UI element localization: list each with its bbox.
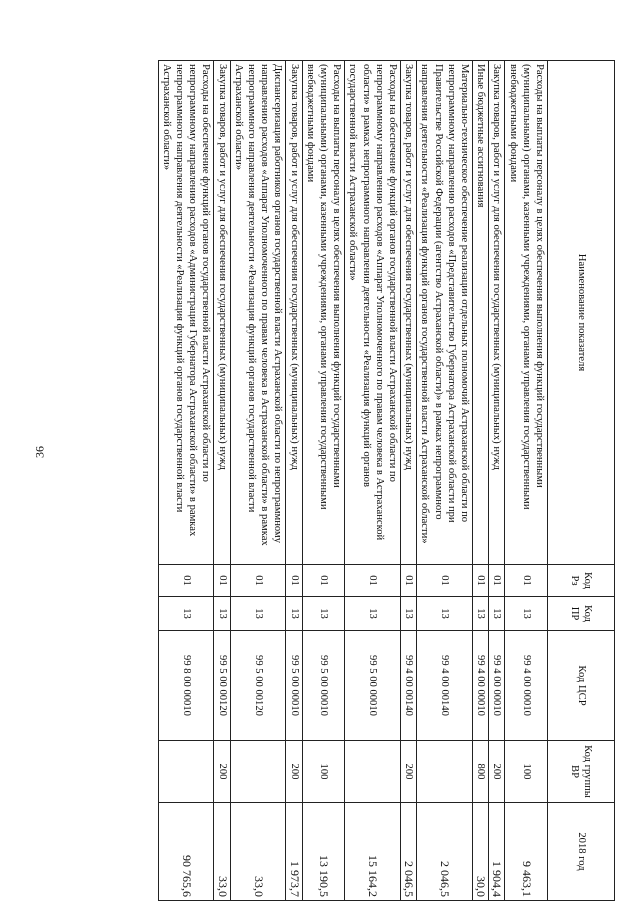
cell-vr: 200 [214, 741, 230, 803]
cell-vr: 200 [286, 741, 302, 803]
cell-pr: 13 [286, 597, 302, 631]
cell-vr [417, 741, 473, 803]
cell-pr: 13 [489, 597, 505, 631]
cell-csr: 99 4 00 00140 [417, 631, 473, 741]
cell-rz: 01 [345, 565, 401, 597]
cell-year: 33,0 [230, 803, 286, 901]
cell-year: 2 046,5 [400, 803, 416, 901]
header-rz: Код Рз [548, 565, 615, 597]
cell-pr: 13 [505, 597, 548, 631]
cell-csr: 99 4 00 00140 [400, 631, 416, 741]
table-row [230, 61, 286, 901]
header-name: Наименование показателя [548, 61, 615, 565]
cell-rz: 01 [214, 565, 230, 597]
cell-year: 2 046,5 [417, 803, 473, 901]
cell-name: Иные бюджетные ассигнования [472, 61, 488, 565]
cell-pr: 13 [302, 597, 345, 631]
cell-rz: 01 [230, 565, 286, 597]
table-row [400, 61, 416, 901]
cell-csr: 99 5 00 00120 [230, 631, 286, 741]
cell-csr: 99 8 00 00010 [158, 631, 214, 741]
header-row [548, 61, 615, 901]
cell-vr: 100 [505, 741, 548, 803]
cell-csr: 99 4 00 00010 [489, 631, 505, 741]
cell-year: 13 190,5 [302, 803, 345, 901]
table-row [158, 61, 214, 901]
cell-name: Материально-техническое обеспечение реализации отдельных полномочий Астраханской области по непрограммному направлению расходов «Представительство Губернатора Астраханской области при Правительстве Российской Федерации (агентство Астраханской области)» в рамках непрограммного направления деятельности «Реализация функций органов государственной власти Астраханской области» [417, 61, 473, 565]
table-row [286, 61, 302, 901]
table-row [472, 61, 488, 901]
cell-vr: 200 [489, 741, 505, 803]
cell-pr: 13 [230, 597, 286, 631]
header-vr: Код группы ВР [548, 741, 615, 803]
table-row [417, 61, 473, 901]
table-row [505, 61, 548, 901]
cell-vr [230, 741, 286, 803]
cell-name: Расходы на обеспечение функций органов государственной власти Астраханской области по непрограммному направлению расходов «Аппарат Уполномоченного по правам человека в Астраханской области» в рамках непрограммного направления деятельности «Реализация функций органов государственной власти Астраханской области» [345, 61, 401, 565]
cell-year: 1 973,7 [286, 803, 302, 901]
cell-vr [158, 741, 214, 803]
budget-table [158, 60, 615, 901]
header-pr: Код ПР [548, 597, 615, 631]
cell-pr: 13 [345, 597, 401, 631]
cell-csr: 99 5 00 00010 [286, 631, 302, 741]
cell-name: Закупка товаров, работ и услуг для обеспечения государственных (муниципальных) нужд [489, 61, 505, 565]
cell-rz: 01 [505, 565, 548, 597]
table-row [302, 61, 345, 901]
cell-year: 33,0 [214, 803, 230, 901]
cell-name: Расходы на обеспечение функций органов государственной власти Астраханской области по непрограммному направлению расходов «Администрация Губернатора Астраханской области» в рамках непрограммного направления деятельности «Реализация функций органов государственной власти Астраханской области» [158, 61, 214, 565]
cell-pr: 13 [417, 597, 473, 631]
cell-csr: 99 4 00 00010 [472, 631, 488, 741]
table-row [214, 61, 230, 901]
cell-vr: 800 [472, 741, 488, 803]
cell-rz: 01 [489, 565, 505, 597]
cell-name: Закупка товаров, работ и услуг для обеспечения государственных (муниципальных) нужд [214, 61, 230, 565]
cell-year: 90 765,6 [158, 803, 214, 901]
table-row [489, 61, 505, 901]
cell-rz: 01 [158, 565, 214, 597]
cell-vr: 200 [400, 741, 416, 803]
cell-year: 30,0 [472, 803, 488, 901]
cell-rz: 01 [472, 565, 488, 597]
cell-csr: 99 5 00 00010 [302, 631, 345, 741]
cell-name: Диспансеризация работников органов государственной власти Астраханской области по непрограммному направлению расходов «Аппарат Уполномоченного по правам человека в Астраханской области» в рамках непрограммного направления деятельности «Реализация функций органов государственной власти Астраханской области» [230, 61, 286, 565]
cell-pr: 13 [214, 597, 230, 631]
cell-vr [345, 741, 401, 803]
cell-rz: 01 [400, 565, 416, 597]
header-year: 2018 год [548, 803, 615, 901]
cell-name: Расходы на выплаты персоналу в целях обеспечения выполнения функций государственными (муниципальными) органами, казенными учреждениями, органами управления государственными внебюджетными фондами [302, 61, 345, 565]
table-body [158, 61, 547, 901]
rotated-table-wrapper [111, 60, 615, 900]
cell-rz: 01 [286, 565, 302, 597]
cell-csr: 99 5 00 00010 [345, 631, 401, 741]
header-csr: Код ЦСР [548, 631, 615, 741]
cell-rz: 01 [302, 565, 345, 597]
page-number: 36 [32, 446, 47, 458]
cell-name: Закупка товаров, работ и услуг для обеспечения государственных (муниципальных) нужд [286, 61, 302, 565]
cell-pr: 13 [158, 597, 214, 631]
cell-csr: 99 5 00 00120 [214, 631, 230, 741]
cell-csr: 99 4 00 00010 [505, 631, 548, 741]
table-row [345, 61, 401, 901]
cell-year: 1 904,4 [489, 803, 505, 901]
cell-name: Закупка товаров, работ и услуг для обеспечения государственных (муниципальных) нужд [400, 61, 416, 565]
cell-rz: 01 [417, 565, 473, 597]
cell-vr: 100 [302, 741, 345, 803]
cell-year: 9 463,1 [505, 803, 548, 901]
cell-pr: 13 [472, 597, 488, 631]
cell-year: 15 164,2 [345, 803, 401, 901]
cell-name: Расходы на выплаты персоналу в целях обеспечения выполнения функций государственными (муниципальными) органами, казенными учреждениями, органами управления государственными внебюджетными фондами [505, 61, 548, 565]
cell-pr: 13 [400, 597, 416, 631]
